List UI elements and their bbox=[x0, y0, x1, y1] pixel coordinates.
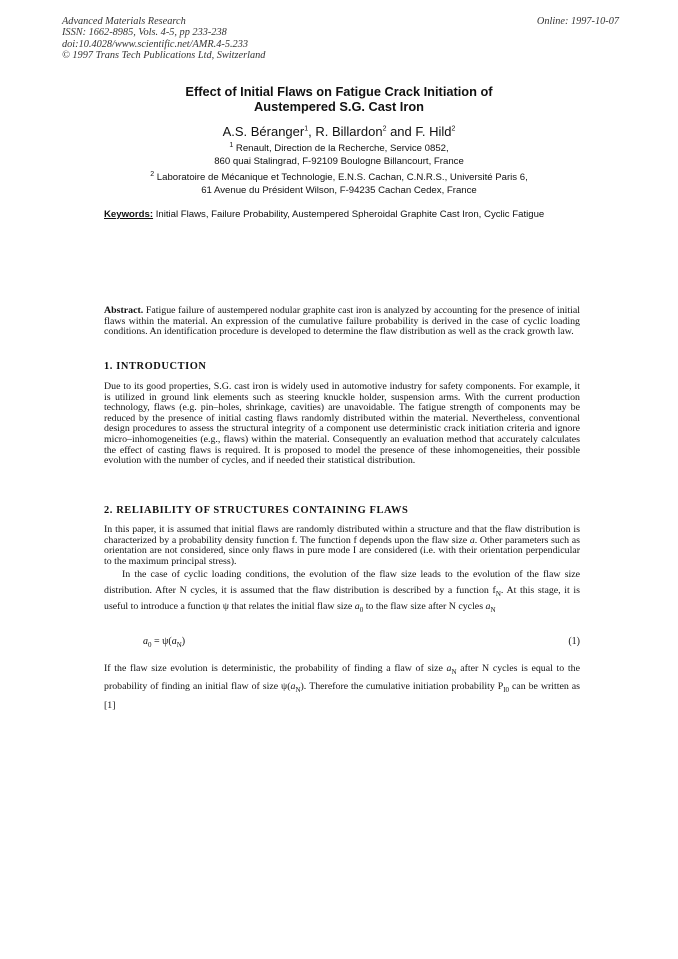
affiliation-1 bbox=[0, 143, 678, 168]
author-name: R. Billardon bbox=[315, 124, 383, 139]
subscript: N bbox=[451, 667, 457, 676]
affiliation-line: Renault, Direction de la Recherche, Service 0852, bbox=[235, 143, 449, 154]
doi-link[interactable]: doi:10.4028/www.scientific.net/AMR.4-5.233 bbox=[62, 38, 248, 50]
copyright-line: © 1997 Trans Tech Publications Ltd, Switzerland bbox=[62, 50, 266, 62]
reliability-section bbox=[104, 525, 580, 615]
subscript: N bbox=[495, 590, 501, 599]
author-name: A.S. Béranger bbox=[222, 124, 305, 139]
keywords bbox=[104, 209, 580, 220]
paper-title bbox=[0, 84, 678, 114]
paragraph: If the flaw size evolution is deterministic, the probability of finding a flaw of size $a_N$ after N cycles is equal to the probability of finding an initial flaw of size $\psi(a_N)$. Therefore the cumulative initiation probability $P_{I0}$ can be written as [1] bbox=[104, 663, 581, 711]
affiliation-2 bbox=[0, 172, 678, 197]
author-affiliation-mark: 2 bbox=[382, 125, 387, 133]
affiliation-line: 860 quai Stalingrad, F-92109 Boulogne Billancourt, France bbox=[214, 155, 464, 167]
variable: a bbox=[290, 681, 296, 693]
section-heading-reliability: 2. RELIABILITY OF STRUCTURES CONTAINING FLAWS bbox=[104, 505, 409, 516]
affiliation-line: 61 Avenue du Président Wilson, F-94235 Cachan Cedex, France bbox=[201, 184, 477, 196]
subscript: I0 bbox=[503, 686, 510, 695]
title-line-1: Effect of Initial Flaws on Fatigue Crack Initiation of bbox=[185, 84, 493, 99]
variable: a bbox=[446, 663, 452, 674]
variable: a bbox=[485, 601, 491, 613]
abstract-text: Fatigue failure of austempered nodular graphite cast iron is analyzed by accounting for the presence of initial flaws within the material. An expression of the cumulative failure probability is derived in the case of cyclic loading conditions. An identification procedure is developed to determine the flaw distribution as well as the crack growth law. bbox=[104, 305, 580, 338]
author-name: F. Hild bbox=[415, 124, 452, 139]
affiliation-line: Laboratoire de Mécanique et Technologie, E.N.S. Cachan, C.N.R.S., Université Paris 6, bbox=[156, 172, 528, 183]
author-affiliation-mark: 1 bbox=[304, 125, 309, 133]
issn-line: ISSN: 1662-8985, Vols. 4-5, pp 233-238 bbox=[62, 27, 227, 39]
author-affiliation-mark: 2 bbox=[451, 125, 456, 133]
affiliation-mark: 2 bbox=[150, 170, 155, 178]
author-separator: , bbox=[308, 124, 316, 139]
subscript: N bbox=[490, 606, 496, 615]
journal-header bbox=[62, 16, 265, 62]
keywords-label: Keywords: bbox=[104, 209, 154, 220]
paragraph: In the case of cyclic loading conditions, the evolution of the flaw size leads to the evolution of the flaw size distribution. After N cycles, it is assumed that the flaw distribution is described by a function $f_N$. At this stage, it is useful to introduce a function ψ that relates the initial flaw size $a_0$ to the flaw size after N cycles $a_N$ bbox=[104, 569, 580, 615]
equation-number: (1) bbox=[568, 636, 580, 647]
equation-body: $a_0 = \psi(a_N)$ bbox=[143, 636, 186, 649]
title-line-2: Austempered S.G. Cast Iron bbox=[254, 99, 424, 114]
subscript: N bbox=[295, 686, 301, 695]
author-list bbox=[0, 124, 678, 139]
author-separator: and bbox=[386, 124, 416, 139]
abstract bbox=[104, 306, 580, 338]
variable: a bbox=[469, 534, 475, 546]
affiliation-mark: 1 bbox=[229, 141, 234, 149]
paragraph: In this paper, it is assumed that initial flaws are randomly distributed within a structure and that the flaw distribution is characterized by a probability density function f. The function f depends upon the flaw size a. Other parameters such as orientation are not considered, since only flaws in pure mode I are considered (i.e. with their orientation perpendicular to the maximum principal stress). bbox=[104, 524, 580, 567]
subscript: 0 bbox=[359, 606, 364, 615]
journal-name: Advanced Materials Research bbox=[62, 16, 186, 27]
variable: a bbox=[354, 601, 360, 613]
abstract-label: Abstract. bbox=[104, 305, 144, 316]
online-date: Online: 1997-10-07 bbox=[536, 16, 619, 27]
section-heading-introduction: 1. INTRODUCTION bbox=[104, 361, 207, 372]
keywords-text: Initial Flaws, Failure Probability, Austempered Spheroidal Graphite Cast Iron, Cyclic Fatigue bbox=[155, 209, 545, 220]
introduction-paragraph: Due to its good properties, S.G. cast iron is widely used in automotive industry for safety components. For example, it is utilized in ground link elements such as steering knuckle holder, suspension arms. With the current production technology, flaws (e.g. pin–holes, shrinkage, cavities) are unavoidable. The fatigue strength of components may be reduced by the presence of initial casting flaws randomly distributed within the material. Nevertheless, conventional design procedures to assess the structural integrity of a component use deterministic crack initiation criteria and ignore micro–inhomogeneities (e.g., flaws) within the material. Consequently an evaluation method that accurately calculates the effect of casting flaws is required. It is proposed to model the presence of these inhomogeneities, their possible evolution with the number of cycles, and if needed their statistical distribution. bbox=[104, 381, 580, 467]
